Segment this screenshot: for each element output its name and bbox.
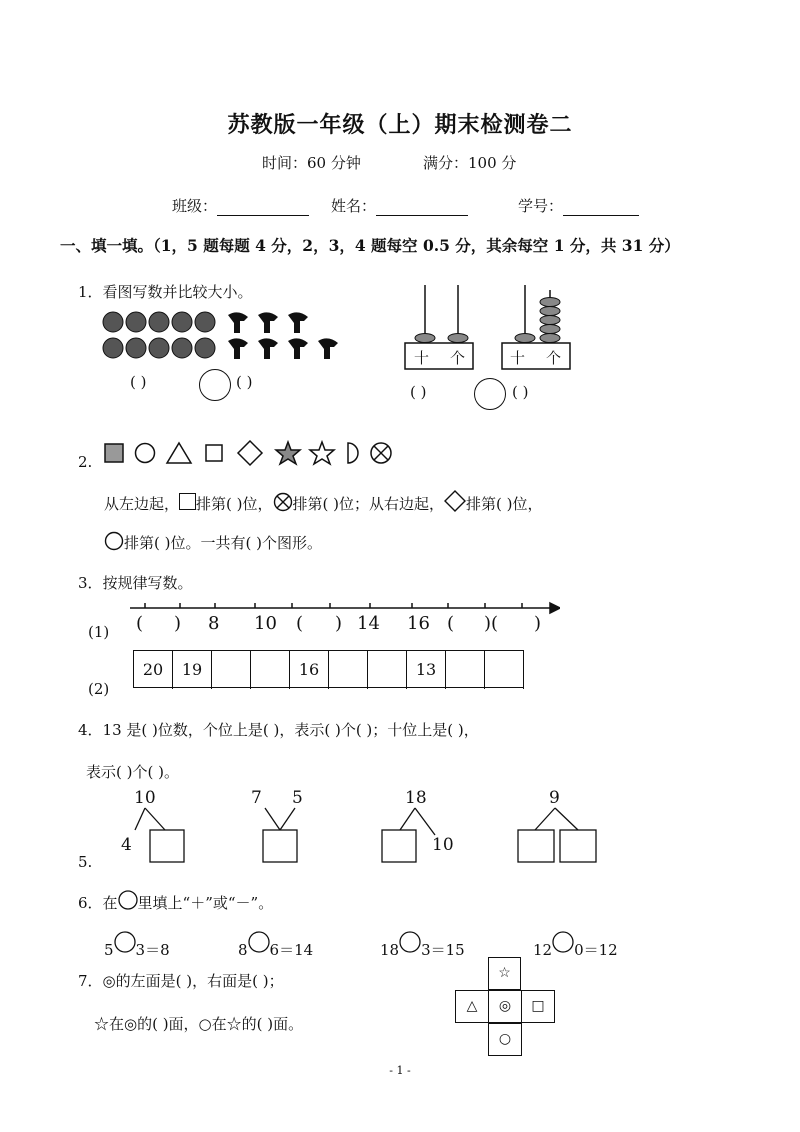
abacus2-tens-label: 十 [510,349,526,367]
seq-cell[interactable]: 19 [173,651,212,689]
square-icon [206,445,222,461]
q3-numberline-labels [130,613,560,639]
square-icon [179,493,196,510]
q6-text-a: 6．在 [78,894,118,912]
mushroom-icon [228,312,248,333]
q5-number: 5. [78,853,93,871]
net-face-bottom: ○ [488,1023,522,1056]
seq-cell[interactable] [212,651,251,689]
seq-cell: 20 [134,651,173,689]
q2-line2-a: 排第( )位。一共有( )个图形。 [124,534,322,552]
page-title: 苏教版一年级（上）期末检测卷二 [227,112,573,138]
page-number: - 1 - [389,1064,411,1077]
q2-number: 2. [78,453,93,471]
strawberry-icon [126,338,146,358]
q1-abacus-blank-right[interactable]: ( ) [512,383,529,401]
net-face-left: △ [455,990,489,1023]
seq-cell: 16 [290,651,329,689]
operator-circle[interactable] [399,931,421,957]
q6-eq4 [533,931,618,960]
nl-label: 8 [208,613,220,634]
shaded-square-icon [105,444,123,462]
q6-eq3 [380,931,465,960]
mushroom-icon [318,338,338,359]
eq-rest: 3＝8 [135,941,170,959]
q6-text [78,890,273,914]
strawberry-icon [195,312,215,332]
abacus-bead [448,334,468,343]
q3-sequence-grid [133,650,524,688]
q3-text: 3．按规律写数。 [78,574,193,592]
name-field [331,195,468,216]
answer-box [263,830,297,862]
answer-box [518,830,554,862]
tree3-right: 10 [432,835,454,855]
abacus1-ones-label: 个 [450,349,466,367]
strawberry-icon [149,312,169,332]
q2-line2 [104,531,322,555]
diamond-icon [444,490,466,516]
triangle-icon [167,443,191,463]
q7-line2: ☆在◎的( )面，○在☆的( )面。 [94,1015,304,1033]
seq-cell[interactable] [485,651,524,689]
nl-label: 16 [407,613,430,634]
q4-line1: 4．13 是( )位数，个位上是( )，表示( )个( )；十位上是( )， [78,721,479,739]
q5-decomposition-trees [110,790,610,870]
q1-text: 1．看图写数并比较大小。 [78,283,253,301]
mushroom-icon [258,338,278,359]
operator-circle[interactable] [114,931,136,957]
answer-box [150,830,184,862]
id-field [518,195,639,216]
strawberry-icon [149,338,169,358]
answer-box [560,830,596,862]
nl-label: ) [335,613,343,634]
eq-num: 8 [238,941,248,959]
eq-num: 18 [380,941,400,959]
star-icon [310,442,334,464]
eq-rest: 0＝12 [574,941,618,959]
q1-compare-circle[interactable] [199,369,231,401]
q1-abacus-blank-left[interactable]: ( ) [410,383,427,401]
seq-cell[interactable] [368,651,407,689]
tree2-top-left: 7 [251,788,262,808]
class-blank[interactable] [217,201,309,216]
class-label: 班级： [172,197,218,215]
q2-line1-d: 排第( )位， [465,495,543,513]
strawberry-icon [172,338,192,358]
tree4-top: 9 [549,788,560,808]
mushroom-icon [228,338,248,359]
strawberry-icon [195,338,215,358]
name-label: 姓名： [331,197,377,215]
tree2-top-right: 5 [292,788,303,808]
q2-line1-b: 排第( )位， [196,495,273,513]
filled-star-icon [276,442,300,464]
half-circle-icon [348,443,358,463]
abacus2-ones-label: 个 [546,349,562,367]
time-label: 时间：60 分钟 [262,154,361,172]
strawberry-icon [103,312,123,332]
abacus-bead [415,334,435,343]
tree3-top: 18 [405,788,427,808]
name-blank[interactable] [376,201,468,216]
strawberry-icon [103,338,123,358]
q2-line1 [104,490,542,516]
q1-abacus-compare-circle[interactable] [474,378,506,410]
q6-text-b: 里填上“＋”或“－”。 [137,894,274,912]
q2-shapes-row [100,440,400,468]
q3-label1: (1) [88,623,110,641]
tree1-left: 4 [121,835,132,855]
seq-cell: 13 [407,651,446,689]
circle-icon [118,890,138,914]
eq-num: 5 [104,941,114,959]
seq-cell[interactable] [251,651,290,689]
nl-label: ( [136,613,144,634]
strawberry-icon [126,312,146,332]
net-face-center: ◎ [488,990,522,1023]
circle-icon [104,531,124,555]
mushroom-icon [288,338,308,359]
net-face-right: □ [521,990,555,1023]
class-field [172,195,309,216]
answer-box [382,830,416,862]
seq-cell[interactable] [446,651,485,689]
abacus1-tens-label: 十 [414,349,430,367]
nl-label: ( [447,613,455,634]
score-label: 满分：100 分 [423,154,517,172]
abacus-bead [540,307,560,316]
eq-rest: 6＝14 [269,941,314,959]
tree1-top: 10 [134,788,156,808]
diamond-icon [238,441,262,465]
abacus-bead [540,334,560,343]
section1-heading: 一、填一填。（1，5 题每题 4 分，2，3，4 题每空 0.5 分，其余每空 1 分，共 31 分） [60,236,680,255]
crossed-circle-icon [273,492,293,516]
nl-label: 14 [357,613,380,634]
nl-label: ) [534,613,542,634]
abacus-bead [515,334,535,343]
q1-blank-left[interactable]: ( ) [130,373,147,391]
nl-label: ( [296,613,304,634]
abacus-bead [540,325,560,334]
abacus-bead [540,298,560,307]
q4-line2: 表示( )个( )。 [86,763,179,781]
q1-blank-right[interactable]: ( ) [236,373,253,391]
net-face-top: ☆ [488,957,521,990]
abacus-bead [540,316,560,325]
q1-fruit-picture [100,305,350,370]
mushroom-icon [258,312,278,333]
nl-label: 10 [254,613,277,634]
q3-label2: (2) [88,680,110,698]
nl-label: ) [174,613,182,634]
seq-cell[interactable] [329,651,368,689]
operator-circle[interactable] [248,931,270,957]
strawberry-icon [172,312,192,332]
eq-rest: 3＝15 [421,941,465,959]
q2-line1-c: 排第( )位；从右边起， [292,495,444,513]
mushroom-icon [288,312,308,333]
id-label: 学号： [518,197,564,215]
circle-icon [136,444,155,463]
nl-label: )( [484,613,499,634]
q7-cube-net [455,957,555,1057]
operator-circle[interactable] [552,931,574,957]
id-blank[interactable] [563,201,639,216]
q2-line1-a: 从左边起， [104,495,180,513]
q7-line1: 7．◎的左面是( )，右面是( )； [78,972,284,990]
q6-eq2 [238,931,313,960]
eq-num: 12 [533,941,553,959]
q6-eq1 [104,931,170,960]
